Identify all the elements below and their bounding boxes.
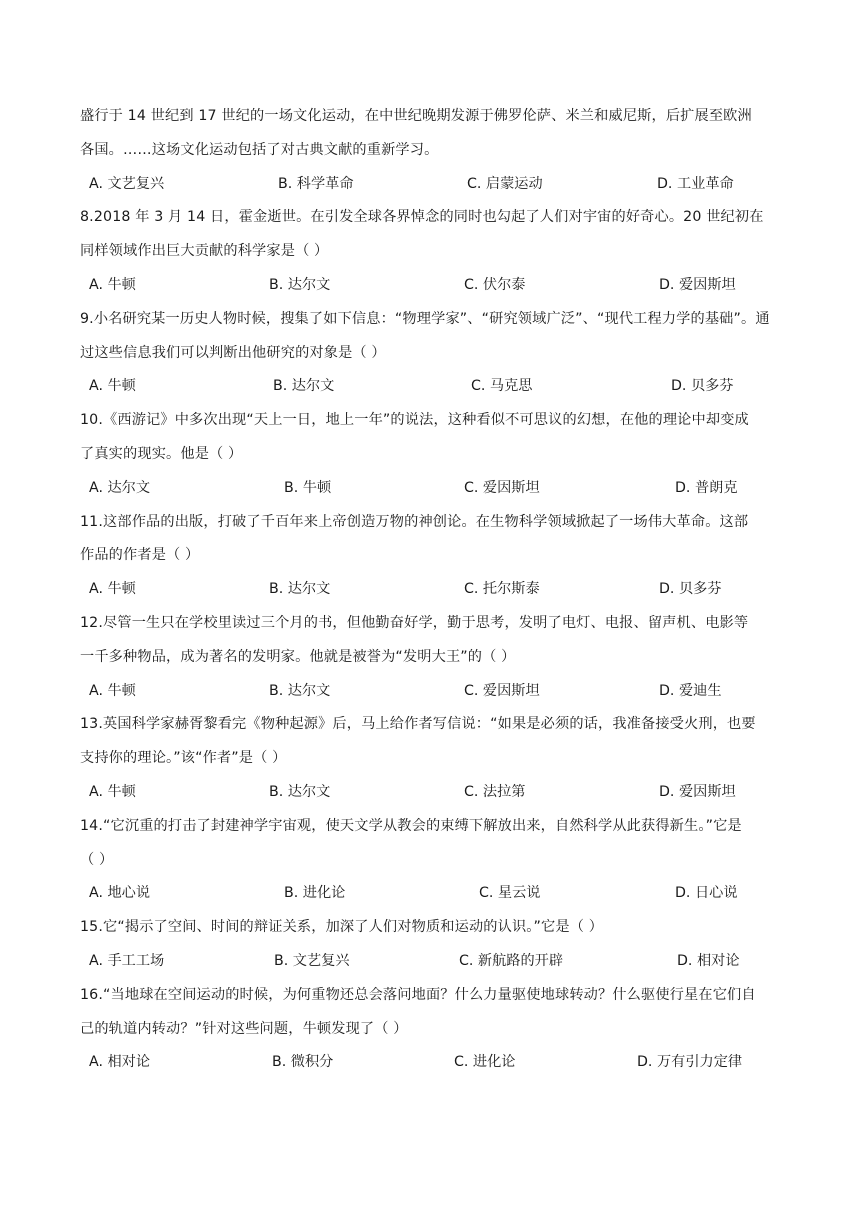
question-text-line: （ ） bbox=[80, 851, 114, 868]
question-text-line: 各国。……这场文化运动包括了对古典文献的重新学习。 bbox=[80, 141, 439, 158]
option-d: D. 贝多芬 bbox=[659, 581, 722, 598]
option-c: C. 启蒙运动 bbox=[467, 175, 543, 192]
question-text-line: 8.2018 年 3 月 14 日，霍金逝世。在引发全球各界悼念的同时也勾起了人们对宇宙的好奇心。20 世纪初在 bbox=[80, 209, 764, 226]
question-text-line: 一千多种物品，成为著名的发明家。他就是被誉为“发明大王”的（ ） bbox=[80, 648, 516, 665]
option-d: D. 普朗克 bbox=[675, 479, 738, 496]
options-row bbox=[80, 1054, 782, 1071]
option-d: D. 相对论 bbox=[677, 952, 740, 969]
option-b: B. 科学革命 bbox=[278, 175, 354, 192]
option-b: B. 达尔文 bbox=[269, 581, 331, 598]
options-row bbox=[80, 581, 782, 598]
question-block-16 bbox=[80, 987, 782, 1072]
options-row bbox=[80, 683, 782, 700]
option-a: A. 牛顿 bbox=[89, 276, 136, 293]
option-a: A. 牛顿 bbox=[89, 581, 136, 598]
option-c: C. 星云说 bbox=[479, 885, 541, 902]
option-d: D. 万有引力定律 bbox=[637, 1054, 743, 1071]
options-row bbox=[80, 480, 782, 497]
option-b: B. 达尔文 bbox=[269, 783, 331, 800]
option-d: D. 爱因斯坦 bbox=[659, 783, 736, 800]
option-a: A. 相对论 bbox=[89, 1054, 151, 1071]
question-text-line: 14.“它沉重的打击了封建神学宇宙观，使天文学从教会的束缚下解放出来，自然科学从此获得新生。”它是 bbox=[80, 817, 742, 834]
option-c: C. 法拉第 bbox=[464, 783, 526, 800]
option-d: D. 工业革命 bbox=[657, 175, 734, 192]
options-row bbox=[80, 885, 782, 902]
question-text-line: 12.尽管一生只在学校里读过三个月的书，但他勤奋好学，勤于思考，发明了电灯、电报、留声机、电影等 bbox=[80, 614, 749, 631]
question-block-11 bbox=[80, 514, 782, 615]
options-row bbox=[80, 176, 782, 193]
question-block-8 bbox=[80, 209, 782, 310]
option-b: B. 进化论 bbox=[284, 885, 346, 902]
options-row bbox=[80, 784, 782, 801]
question-text-line: 16.“当地球在空间运动的时候，为何重物还总会落问地面？什么力量驱使地球转动？什么驱使行星在它们自 bbox=[80, 986, 756, 1003]
option-c: C. 爱因斯坦 bbox=[464, 682, 540, 699]
question-text-line: 同样领域作出巨大贡献的科学家是（ ） bbox=[80, 243, 329, 260]
question-text-line: 己的轨道内转动？”针对这些问题，牛顿发现了（ ） bbox=[80, 1020, 408, 1037]
question-block-15 bbox=[80, 919, 782, 987]
option-a: A. 达尔文 bbox=[89, 479, 151, 496]
option-b: B. 牛顿 bbox=[284, 479, 332, 496]
option-a: A. 地心说 bbox=[89, 885, 151, 902]
question-text-line: 15.它“揭示了空间、时间的辩证关系，加深了人们对物质和运动的认识。”它是（ ） bbox=[80, 919, 604, 936]
option-a: A. 牛顿 bbox=[89, 682, 136, 699]
option-d: D. 爱迪生 bbox=[659, 682, 722, 699]
question-text-line: 盛行于 14 世纪到 17 世纪的一场文化运动，在中世纪晚期发源于佛罗伦萨、米兰和威尼斯，后扩展至欧洲 bbox=[80, 108, 752, 124]
question-list bbox=[80, 108, 782, 1071]
option-c: C. 进化论 bbox=[454, 1054, 516, 1071]
option-b: B. 达尔文 bbox=[273, 378, 335, 395]
options-row bbox=[80, 277, 782, 294]
question-block-12 bbox=[80, 615, 782, 716]
option-c: C. 新航路的开辟 bbox=[459, 952, 564, 969]
option-d: D. 日心说 bbox=[675, 885, 738, 902]
option-b: B. 微积分 bbox=[272, 1054, 334, 1071]
question-text-line: 过这些信息我们可以判断出他研究的对象是（ ） bbox=[80, 344, 386, 361]
option-d: D. 爱因斯坦 bbox=[659, 276, 736, 293]
option-c: C. 爱因斯坦 bbox=[464, 479, 540, 496]
question-text-line: 了真实的现实。他是（ ） bbox=[80, 445, 243, 462]
options-row bbox=[80, 953, 782, 970]
option-b: B. 达尔文 bbox=[269, 276, 331, 293]
question-text-line: 11.这部作品的出版，打破了千百年来上帝创造万物的神创论。在生物科学领域掀起了一场伟大革命。这部 bbox=[80, 513, 749, 530]
option-a: A. 牛顿 bbox=[89, 378, 136, 395]
option-c: C. 马克思 bbox=[471, 378, 533, 395]
question-text-line: 9.小名研究某一历史人物时候，搜集了如下信息：“物理学家”、“研究领域广泛”、“现代工程力学的基础”。通 bbox=[80, 310, 770, 327]
question-block-10 bbox=[80, 412, 782, 513]
question-block-14 bbox=[80, 818, 782, 919]
question-text-line: 13.英国科学家赫胥黎看完《物种起源》后，马上给作者写信说：“如果是必须的话，我准备接受火刑，也要 bbox=[80, 716, 756, 733]
option-b: B. 达尔文 bbox=[269, 682, 331, 699]
option-b: B. 文艺复兴 bbox=[274, 952, 350, 969]
option-a: A. 手工工场 bbox=[89, 952, 165, 969]
question-text-line: 支持你的理论。”该“作者”是（ ） bbox=[80, 750, 287, 767]
option-a: A. 牛顿 bbox=[89, 783, 136, 800]
option-a: A. 文艺复兴 bbox=[89, 175, 165, 192]
question-block-9 bbox=[80, 311, 782, 412]
question-text-line: 作品的作者是（ ） bbox=[80, 547, 200, 564]
question-block-intro bbox=[80, 108, 782, 209]
question-block-13 bbox=[80, 716, 782, 817]
options-row bbox=[80, 378, 782, 395]
option-c: C. 伏尔泰 bbox=[464, 276, 526, 293]
question-text-line: 10.《西游记》中多次出现“天上一日，地上一年”的说法，这种看似不可思议的幻想，在他的理论中却变成 bbox=[80, 412, 749, 429]
option-d: D. 贝多芬 bbox=[671, 378, 734, 395]
option-c: C. 托尔斯泰 bbox=[464, 581, 540, 598]
